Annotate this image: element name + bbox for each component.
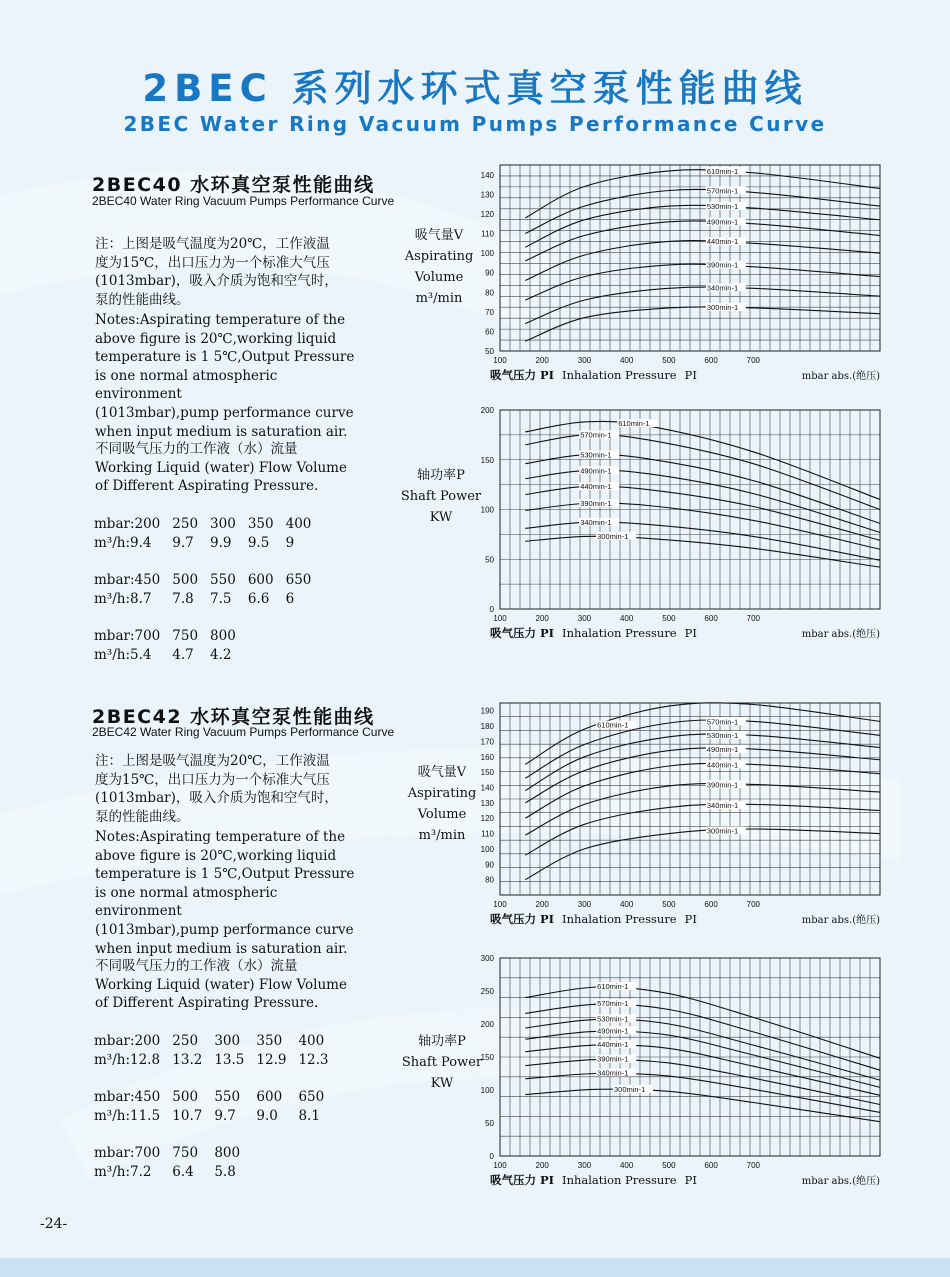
y-tick-label: 130	[480, 190, 494, 200]
series-line	[525, 1059, 880, 1104]
table-cell: 6.6	[247, 590, 270, 607]
table-cell: 9.9	[210, 534, 232, 551]
table-cell: mbar:450	[94, 1088, 161, 1105]
series-label: 530min-1	[580, 450, 612, 460]
table-cell: 7.5	[210, 590, 232, 607]
series-label: 440min-1	[706, 760, 739, 770]
series-label: 530min-1	[597, 1014, 629, 1024]
x-axis-label: 吸气压力 PI Inhalation Pressure PI	[490, 368, 697, 382]
y-tick-label: 140	[480, 783, 494, 793]
power-chart-2bec42	[470, 950, 890, 1195]
table-cell: 12.3	[298, 1051, 329, 1068]
y-tick-label: 0	[489, 1152, 494, 1161]
series-line	[525, 307, 880, 341]
x-tick-label: 600	[704, 900, 718, 909]
series-label: 440min-1	[580, 482, 612, 492]
series-label: 300min-1	[597, 531, 629, 541]
table-cell: 500	[172, 1088, 199, 1105]
table-cell: 9.7	[172, 534, 194, 551]
table-cell: m³/h:7.2	[94, 1163, 152, 1180]
section-title-2bec42: 2BEC42 水环真空泵性能曲线	[92, 706, 375, 728]
x-tick-label: 500	[662, 900, 676, 909]
volume-axis-label-2: 吸气量V Aspirating Volume m³/min	[407, 765, 477, 843]
table-cell: mbar:700	[94, 627, 161, 644]
table-cell: 8.1	[298, 1107, 320, 1124]
y-tick-label: 100	[480, 505, 494, 515]
volume-axis-label-1: 吸气量V Aspirating Volume m³/min	[404, 228, 474, 306]
note-en-2bec42: Notes:Aspirating temperature of the above figure is 20℃,working liquid temperature is 1 5℃,Output Pressure is one normal atmospheric environment (1013mbar),pump performance curve when input medium is saturation air.	[95, 829, 355, 957]
section-subtitle-2bec40: 2BEC40 Water Ring Vacuum Pumps Performance Curve	[92, 194, 395, 208]
volume-chart-2bec40	[470, 155, 890, 395]
table-cell: 13.2	[172, 1051, 203, 1068]
table-cell: m³/h:12.8	[94, 1051, 161, 1068]
x-tick-label: 100	[493, 614, 507, 623]
x-tick-label: 300	[577, 356, 592, 365]
x-tick-label: 500	[662, 614, 676, 623]
y-tick-label: 250	[480, 987, 494, 996]
series-line	[525, 522, 880, 560]
series-label: 570min-1	[597, 999, 629, 1009]
series-label: 570min-1	[706, 717, 739, 727]
x-tick-label: 700	[746, 1161, 761, 1170]
table-cell: 4.7	[172, 646, 194, 663]
x-axis-unit: mbar abs.(绝压)	[801, 1176, 880, 1187]
series-line	[525, 734, 880, 791]
power-axis-label-1: 轴功率P Shaft Power KW	[400, 468, 482, 525]
series-line	[525, 264, 880, 300]
y-tick-label: 130	[480, 798, 494, 808]
series-line	[525, 1089, 880, 1122]
y-tick-label: 70	[485, 307, 494, 317]
series-label: 530min-1	[706, 731, 739, 741]
y-tick-label: 300	[480, 954, 494, 963]
series-label: 570min-1	[580, 430, 612, 440]
x-tick-label: 100	[493, 356, 507, 365]
table-row	[94, 1031, 341, 1050]
series-label: 390min-1	[580, 499, 612, 509]
flow-title-2bec40: 不同吸气压力的工作液（水）流量 Working Liquid (water) Flow Volume of Different Aspirating Pressure.	[95, 441, 347, 495]
y-tick-label: 60	[485, 327, 494, 337]
x-tick-label: 100	[493, 1161, 507, 1170]
table-cell: 350	[247, 515, 274, 532]
y-tick-label: 150	[480, 1053, 494, 1062]
x-tick-label: 400	[619, 900, 634, 909]
table-row	[94, 645, 323, 664]
flow-title-2bec42: 不同吸气压力的工作液（水）流量 Working Liquid (water) Flow Volume of Different Aspirating Pressure.	[95, 958, 347, 1012]
y-tick-label: 120	[480, 209, 494, 219]
y-tick-label: 100	[480, 1086, 494, 1095]
x-tick-label: 300	[577, 614, 592, 623]
power-axis-label-2: 轴功率P Shaft Power KW	[401, 1034, 483, 1091]
series-line	[525, 1031, 880, 1087]
series-line	[525, 1019, 880, 1080]
y-tick-label: 120	[480, 814, 494, 824]
table-cell: 350	[256, 1032, 283, 1049]
section-title-2bec40: 2BEC40 水环真空泵性能曲线	[92, 174, 375, 196]
table-cell: 12.9	[256, 1051, 287, 1068]
x-axis-label: 吸气压力 PI Inhalation Pressure PI	[490, 1173, 697, 1187]
note-cn-2bec40: 注：上图是吸气温度为20℃，工作液温 度为15℃，出口压力为一个标准大气压 (1013mbar)，吸入介质为饱和空气时， 泵的性能曲线。	[95, 236, 338, 308]
y-tick-label: 50	[485, 1119, 494, 1128]
x-tick-label: 500	[662, 1161, 676, 1170]
chart-grid	[500, 410, 880, 609]
series-label: 340min-1	[706, 283, 739, 293]
table-cell: 300	[214, 1032, 241, 1049]
series-line	[525, 1045, 880, 1095]
series-label: 490min-1	[580, 466, 612, 476]
series-line	[525, 748, 880, 803]
table-row	[94, 1143, 341, 1162]
series-label: 340min-1	[706, 801, 739, 811]
series-label: 440min-1	[706, 237, 739, 247]
series-label: 340min-1	[580, 517, 612, 527]
table-cell: 600	[247, 571, 274, 588]
x-tick-label: 700	[746, 900, 761, 909]
table-cell: m³/h:11.5	[94, 1107, 161, 1124]
table-cell: mbar:200	[94, 515, 161, 532]
series-label: 390min-1	[706, 780, 739, 790]
table-cell: 250	[172, 1032, 199, 1049]
y-tick-label: 80	[485, 875, 494, 885]
series-line	[525, 784, 880, 836]
series-line	[525, 170, 880, 218]
series-line	[525, 435, 880, 510]
y-tick-label: 140	[480, 170, 494, 180]
y-tick-label: 110	[481, 229, 494, 239]
table-cell: 650	[285, 571, 312, 588]
y-tick-label: 200	[480, 406, 494, 415]
x-tick-label: 600	[704, 1161, 718, 1170]
y-tick-label: 170	[480, 737, 494, 747]
table-cell: 5.8	[214, 1163, 236, 1180]
x-tick-label: 500	[662, 356, 676, 365]
table-cell: 6.4	[172, 1163, 194, 1180]
table-row	[94, 1087, 341, 1106]
x-tick-label: 600	[704, 614, 718, 623]
table-cell: m³/h:5.4	[94, 646, 152, 663]
flow-table-2bec42	[94, 1031, 341, 1181]
x-axis-label: 吸气压力 PI Inhalation Pressure PI	[490, 912, 697, 926]
table-row	[94, 1050, 341, 1069]
y-tick-label: 150	[480, 455, 494, 465]
y-tick-label: 80	[485, 288, 494, 298]
table-cell: 400	[298, 1032, 325, 1049]
table-cell: 600	[256, 1088, 283, 1105]
series-label: 390min-1	[597, 1054, 629, 1064]
series-line	[525, 804, 880, 855]
table-row	[94, 626, 323, 645]
y-tick-label: 180	[480, 722, 494, 732]
series-label: 300min-1	[706, 826, 739, 836]
series-label: 300min-1	[706, 302, 739, 312]
x-tick-label: 700	[746, 614, 761, 623]
y-tick-label: 50	[485, 347, 494, 356]
page-title-en: 2BEC Water Ring Vacuum Pumps Performance Curve	[123, 112, 827, 136]
series-label: 610min-1	[597, 720, 629, 730]
series-label: 440min-1	[597, 1040, 629, 1050]
series-line	[525, 189, 880, 233]
x-tick-label: 300	[577, 1161, 592, 1170]
table-cell: mbar:450	[94, 571, 161, 588]
y-tick-label: 190	[480, 706, 494, 716]
x-axis-label: 吸气压力 PI Inhalation Pressure PI	[490, 626, 697, 640]
series-label: 490min-1	[706, 217, 739, 227]
chart-grid	[500, 165, 880, 351]
page-number: -24-	[40, 1216, 68, 1232]
y-tick-label: 100	[480, 844, 494, 854]
series-label: 490min-1	[706, 744, 739, 754]
y-tick-label: 50	[485, 555, 494, 565]
table-cell: 9.5	[247, 534, 270, 551]
x-tick-label: 400	[619, 356, 634, 365]
table-row	[94, 589, 323, 608]
x-tick-label: 100	[493, 900, 507, 909]
y-tick-label: 90	[485, 860, 494, 870]
table-cell: 13.5	[214, 1051, 245, 1068]
x-tick-label: 400	[619, 614, 634, 623]
page-title-cn: 2BEC 系列水环式真空泵性能曲线	[142, 67, 808, 110]
table-cell: 650	[298, 1088, 325, 1105]
table-cell: m³/h:9.4	[94, 534, 152, 551]
x-tick-label: 600	[704, 356, 718, 365]
table-cell: 800	[210, 627, 236, 644]
table-cell: 800	[214, 1144, 241, 1161]
x-axis-unit: mbar abs.(绝压)	[801, 629, 880, 640]
table-cell: mbar:700	[94, 1144, 161, 1161]
volume-chart-2bec42	[470, 695, 890, 940]
table-cell: 7.8	[172, 590, 194, 607]
section-subtitle-2bec42: 2BEC42 Water Ring Vacuum Pumps Performance Curve	[92, 725, 395, 739]
series-line	[525, 829, 880, 880]
series-line	[525, 486, 880, 540]
table-cell: 550	[214, 1088, 241, 1105]
y-tick-label: 110	[481, 829, 494, 839]
table-cell: 750	[172, 627, 199, 644]
series-label: 570min-1	[706, 186, 739, 196]
table-cell: 10.7	[172, 1107, 203, 1124]
series-label: 610min-1	[706, 166, 739, 176]
x-tick-label: 200	[535, 1161, 549, 1170]
note-cn-2bec42: 注：上图是吸气温度为20℃，工作液温 度为15℃，出口压力为一个标准大气压 (1013mbar)，吸入介质为饱和空气时， 泵的性能曲线。	[95, 753, 338, 825]
y-tick-label: 150	[480, 768, 494, 778]
y-tick-label: 90	[485, 268, 494, 278]
table-row	[94, 514, 323, 533]
table-cell: 750	[172, 1144, 199, 1161]
table-cell: 9.0	[256, 1107, 278, 1124]
y-tick-label: 200	[480, 1020, 494, 1029]
series-label: 390min-1	[706, 260, 739, 270]
x-tick-label: 400	[619, 1161, 634, 1170]
x-axis-unit: mbar abs.(绝压)	[801, 915, 880, 926]
note-en-2bec40: Notes:Aspirating temperature of the above figure is 20℃,working liquid temperature is 1 5℃,Output Pressure is one normal atmospheric environment (1013mbar),pump performance curve when input medium is saturation air.	[95, 312, 355, 440]
x-tick-label: 700	[746, 356, 761, 365]
table-cell: 500	[172, 571, 199, 588]
x-tick-label: 300	[577, 900, 592, 909]
flow-table-2bec40	[94, 514, 323, 664]
series-label: 300min-1	[614, 1084, 646, 1094]
y-tick-label: 0	[489, 605, 494, 614]
power-chart-2bec40	[470, 402, 890, 647]
x-tick-label: 200	[535, 614, 549, 623]
table-cell: 250	[172, 515, 199, 532]
chart-grid	[500, 958, 880, 1156]
series-line	[525, 536, 880, 567]
table-row	[94, 570, 323, 589]
table-cell: 400	[285, 515, 312, 532]
series-label: 530min-1	[706, 201, 739, 211]
table-cell: 6	[285, 590, 295, 607]
x-tick-label: 200	[535, 900, 549, 909]
table-row	[94, 1106, 341, 1125]
table-cell: 4.2	[210, 646, 232, 663]
table-cell: 550	[210, 571, 236, 588]
table-cell: 9	[285, 534, 295, 551]
series-line	[525, 421, 880, 499]
y-tick-label: 100	[480, 249, 494, 259]
x-tick-label: 200	[535, 356, 549, 365]
series-label: 610min-1	[618, 419, 650, 429]
series-label: 610min-1	[597, 982, 629, 992]
series-label: 340min-1	[597, 1068, 629, 1078]
table-cell: 300	[210, 515, 236, 532]
table-row	[94, 533, 323, 552]
series-label: 490min-1	[597, 1026, 629, 1036]
table-cell: m³/h:8.7	[94, 590, 152, 607]
table-cell: mbar:200	[94, 1032, 161, 1049]
x-axis-unit: mbar abs.(绝压)	[801, 371, 880, 382]
y-tick-label: 160	[480, 752, 494, 762]
table-cell: 9.7	[214, 1107, 236, 1124]
table-row	[94, 1162, 341, 1181]
